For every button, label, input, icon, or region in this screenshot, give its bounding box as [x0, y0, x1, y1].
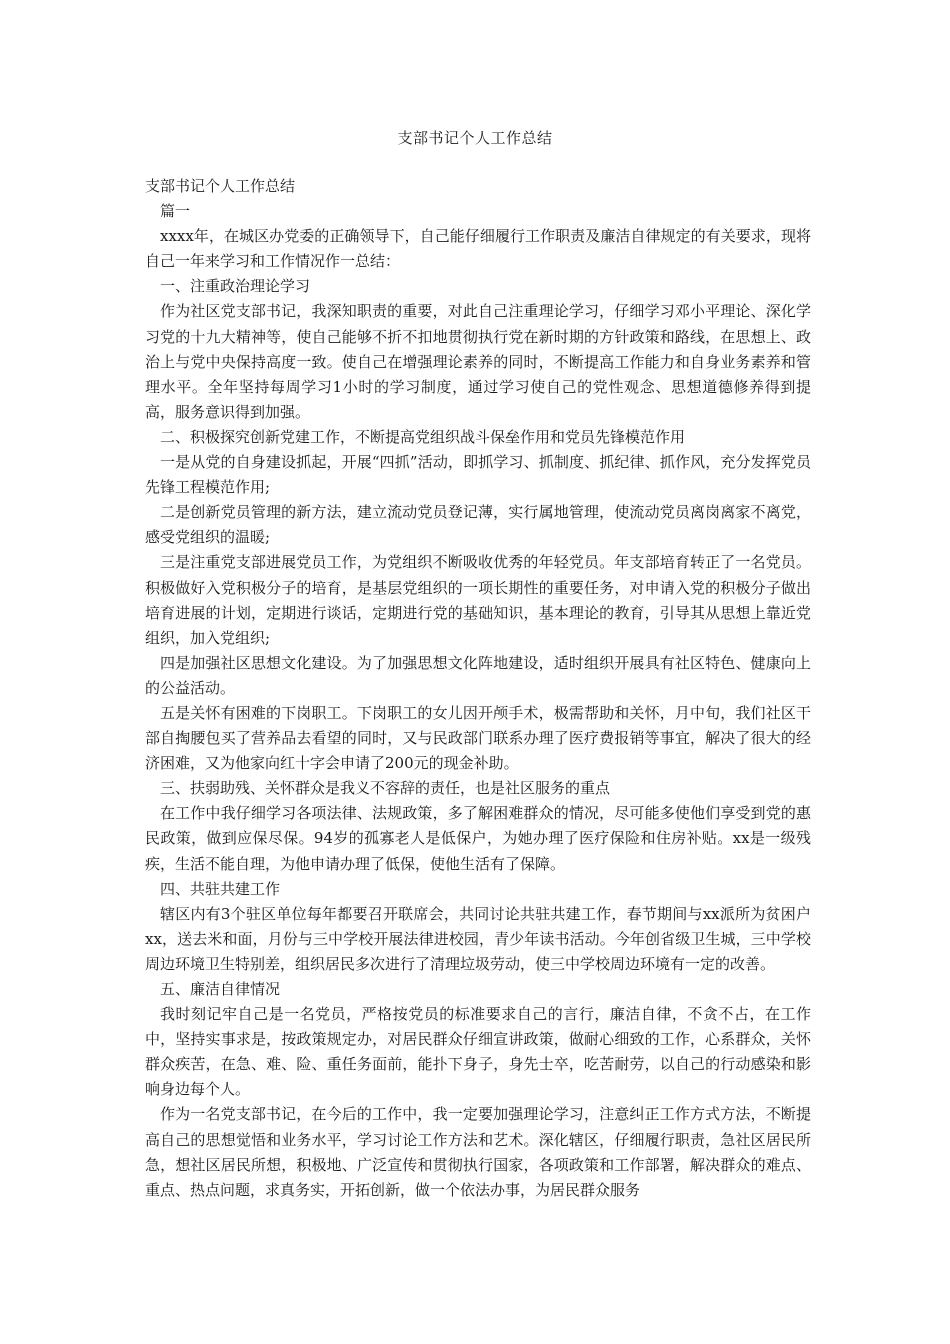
- document-title: 支部书记个人工作总结: [397, 129, 553, 147]
- paragraph: 四是加强社区思想文化建设。为了加强思想文化阵地建设，适时组织开展具有社区特色、健康向上的公益活动。: [145, 653, 811, 697]
- body-heading: 支部书记个人工作总结: [145, 177, 296, 195]
- paragraph: 一是从党的自身建设抓起，开展“四抓”活动，即抓学习、抓制度、抓纪律、抓作风，充分发挥党员先锋工程模范作用;: [145, 453, 811, 497]
- paragraph-intro: xxxx年，在城区办党委的正确领导下，自己能仔细履行工作职责及廉洁自律规定的有关要求，现将自己一年来学习和工作情况作一总结：: [145, 227, 811, 271]
- paragraph: 作为一名党支部书记，在今后的工作中，我一定要加强理论学习，注意纠正工作方式方法，不断提高自己的思想觉悟和业务水平，学习讨论工作方法和艺术。深化辖区，仔细履行职责，急社区居民所急，想社区居民所想，积极地、广泛宣传和贯彻执行国家，各项政策和工作部署，解决群众的难点、重点、热点问题，求真务实，开拓创新，做一个依法办事，为居民群众服务: [145, 1105, 811, 1199]
- paragraph: 三是注重党支部进展党员工作，为党组织不断吸收优秀的年轻党员。年支部培育转正了一名党员。积极做好入党积极分子的培育，是基层党组织的一项长期性的重要任务，对申请入党的积极分子做出培育进展的计划，定期进行谈话，定期进行党的基础知识，基本理论的教育，引导其从思想上靠近党组织，加入党组织;: [145, 553, 811, 647]
- section-heading-3: 三、扶弱助残、关怀群众是我义不容辞的责任，也是社区服务的重点: [160, 779, 611, 798]
- section-heading-4: 四、共驻共建工作: [160, 879, 281, 898]
- paragraph: 在工作中我仔细学习各项法律、法规政策，多了解困难群众的情况，尽可能多使他们享受到党的惠民政策，做到应保尽保。94岁的孤寡老人是低保户，为她办理了医疗保险和住房补贴。xx是一级残疾，生活不能自理，为他申请办理了低保，使他生活有了保障。: [145, 804, 811, 873]
- paragraph: 辖区内有3个驻区单位每年都要召开联席会，共同讨论共驻共建工作，春节期间与xx派所为贫困户xx，送去米和面，月份与三中学校开展法律进校园，青少年读书活动。今年创省级卫生城，三中学校周边环境卫生特别差，组织居民多次进行了清理垃圾劳动，使三中学校周边环境有一定的改善。: [145, 904, 811, 973]
- section-heading-1: 一、注重政治理论学习: [160, 277, 311, 296]
- paragraph: 作为社区党支部书记，我深知职责的重要，对此自己注重理论学习，仔细学习邓小平理论、深化学习党的十九大精神等，使自己能够不折不扣地贯彻执行党在新时期的方针政策和路线，在思想上、政治上与党中央保持高度一致。使自己在增强理论素养的同时，不断提高工作能力和自身业务素养和管理水平。全年坚持每周学习1小时的学习制度，通过学习使自己的党性观念、思想道德修养得到提高，服务意识得到加强。: [145, 302, 811, 421]
- document-body: [145, 174, 811, 1203]
- section-heading-5: 五、廉洁自律情况: [160, 980, 281, 998]
- paragraph: 五是关怀有困难的下岗职工。下岗职工的女儿因开颅手术，极需帮助和关怀，月中旬，我们社区干部自掏腰包买了营养品去看望的同时，又与民政部门联系办理了医疗费报销等事宜，解决了很大的经济困难，又为他家向红十字会申请了200元的现金补助。: [145, 703, 811, 773]
- paragraph: 二是创新党员管理的新方法，建立流动党员登记薄，实行属地管理，使流动党员离岗离家不离党，感受党组织的温暖;: [145, 503, 811, 547]
- section-label: 篇一: [160, 202, 191, 221]
- section-heading-2: 二、积极探究创新党建工作，不断提高党组织战斗保垒作用和党员先锋模范作用: [160, 427, 686, 446]
- paragraph: 我时刻记牢自己是一名党员，严格按党员的标准要求自己的言行，廉洁自律，不贪不占，在工作中，坚持实事求是，按政策规定办，对居民群众仔细宣讲政策，做耐心细致的工作，心系群众，关怀群众疾苦，在急、难、险、重任务面前，能扑下身子，身先士卒，吃苦耐劳，以自己的行动感染和影响身边每个人。: [145, 1005, 811, 1099]
